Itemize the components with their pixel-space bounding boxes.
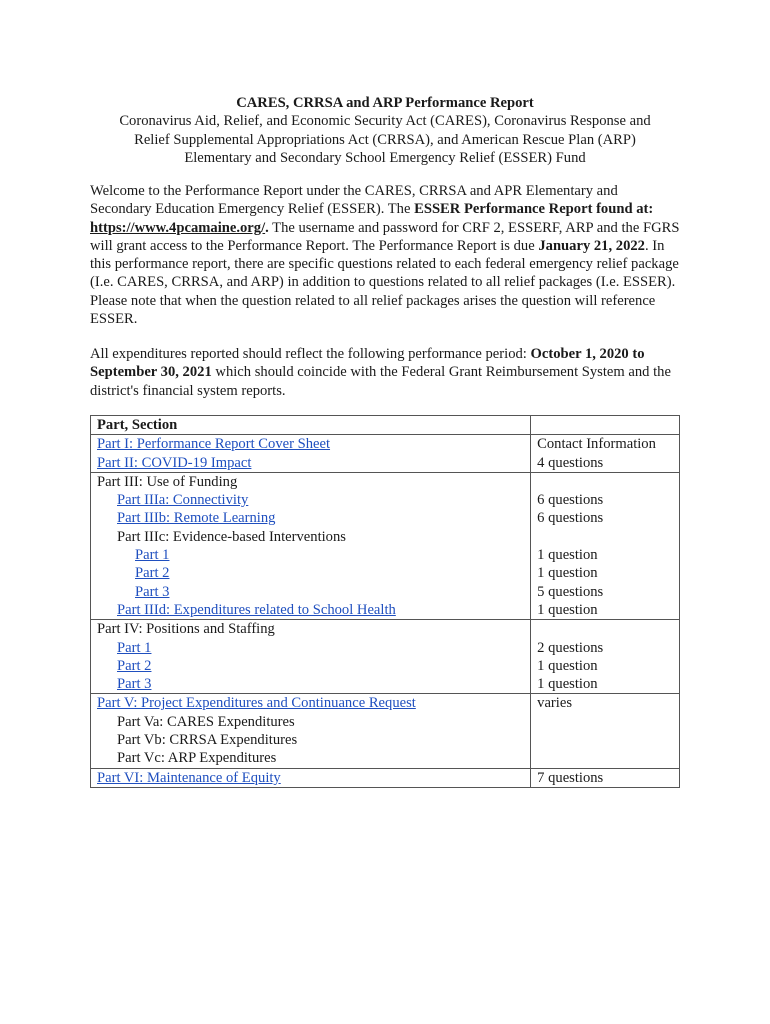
table-row	[91, 694, 680, 768]
details-line: 5 questions	[537, 583, 604, 600]
section-line	[97, 657, 524, 675]
details-line: 1 question	[537, 565, 598, 582]
sections-table	[90, 415, 680, 788]
section-line	[97, 731, 524, 749]
table-header-row	[91, 416, 680, 435]
details-line: 6 questions	[537, 492, 604, 509]
details-line	[537, 749, 673, 767]
intro-text-a: Welcome to the Performance Report under the CARES, CRRSA and APR Elementary and Secondary Education Emergency Relief (ESSER). The	[90, 183, 618, 218]
table-row	[91, 472, 680, 619]
details-line	[537, 713, 673, 731]
section-label: Part Vc: ARP Expenditures	[117, 750, 277, 767]
intro-text-c: . In this performance report, there are specific questions related to each federal emergency relief package (I.e. CARES, CRRSA, and ARP) in addition to questions related to all relief packages (I.e. ESSER). Please note that when the question related to all relief packages arises the question will reference ESSER.	[90, 237, 679, 328]
subtitle-line-2: Relief Supplemental Appropriations Act (CRRSA), and American Rescue Plan (ARP)	[134, 131, 636, 148]
section-line	[97, 694, 524, 712]
period-text-b: which should coincide with the Federal Grant Reimbursement System and the district's financial system reports.	[90, 364, 671, 399]
details-line: 2 questions	[537, 639, 604, 656]
section-link[interactable]: Part II: COVID-19 Impact	[97, 454, 252, 471]
details-line	[537, 731, 673, 749]
header-details	[531, 416, 680, 435]
period-text-a: All expenditures reported should reflect the following performance period:	[90, 346, 531, 362]
section-line	[97, 509, 524, 527]
section-cell	[91, 435, 531, 473]
details-line: 1 question	[537, 547, 598, 564]
section-cell	[91, 694, 531, 768]
section-line	[97, 749, 524, 767]
details-line: 1 question	[537, 657, 598, 674]
details-line: varies	[537, 695, 573, 712]
intro-bold-after-link: .	[265, 219, 269, 236]
section-link[interactable]: Part IIIa: Connectivity	[117, 492, 249, 509]
section-line	[97, 713, 524, 731]
section-cell	[91, 768, 531, 787]
section-cell	[91, 472, 531, 619]
section-link[interactable]: Part 2	[135, 565, 170, 582]
section-label: Part Va: CARES Expenditures	[117, 713, 295, 730]
intro-bold-a: ESSER Performance Report found at:	[414, 201, 654, 218]
period-paragraph	[90, 345, 682, 400]
section-label: Part IIIc: Evidence-based Interventions	[117, 528, 346, 545]
details-line	[537, 620, 673, 638]
section-line	[97, 473, 524, 491]
section-link[interactable]: Part VI: Maintenance of Equity	[97, 769, 281, 786]
section-label: Part III: Use of Funding	[97, 473, 238, 490]
section-line	[97, 454, 524, 472]
section-label: Part Vb: CRRSA Expenditures	[117, 732, 298, 749]
table-row	[91, 435, 680, 473]
section-link[interactable]: Part 1	[135, 547, 170, 564]
section-line	[97, 583, 524, 601]
details-line	[537, 473, 673, 491]
section-line	[97, 639, 524, 657]
section-link[interactable]: Part IIId: Expenditures related to School Health	[117, 601, 396, 618]
section-link[interactable]: Part 2	[117, 657, 152, 674]
section-cell	[91, 620, 531, 694]
section-line	[97, 435, 524, 453]
subtitle-line-3: Elementary and Secondary School Emergency Relief (ESSER) Fund	[184, 149, 586, 166]
section-line	[97, 491, 524, 509]
section-link[interactable]: Part 1	[117, 639, 152, 656]
section-line	[97, 564, 524, 582]
intro-text-b: The username and password for CRF 2, ESSERF, ARP and the FGRS will grant access to the Performance Report. The Performance Report is due	[90, 219, 680, 254]
details-cell	[531, 620, 680, 694]
details-line: 7 questions	[537, 769, 604, 786]
esser-report-link[interactable]: https://www.4pcamaine.org/	[90, 219, 266, 236]
section-line	[97, 528, 524, 546]
section-line	[97, 675, 524, 693]
section-line	[97, 546, 524, 564]
section-link[interactable]: Part IIIb: Remote Learning	[117, 510, 276, 527]
details-line: 1 question	[537, 676, 598, 693]
details-line: 6 questions	[537, 510, 604, 527]
section-line	[97, 601, 524, 619]
section-link[interactable]: Part I: Performance Report Cover Sheet	[97, 436, 331, 453]
section-link[interactable]: Part V: Project Expenditures and Continuance Request	[97, 695, 416, 712]
section-line	[97, 769, 524, 787]
section-line	[97, 620, 524, 638]
details-line: Contact Information	[537, 436, 656, 453]
report-title: CARES, CRRSA and ARP Performance Report	[236, 95, 534, 111]
details-line: 1 question	[537, 601, 598, 618]
section-label: Part IV: Positions and Staffing	[97, 621, 275, 638]
details-cell	[531, 435, 680, 473]
intro-paragraph	[90, 182, 682, 328]
section-link[interactable]: Part 3	[135, 583, 170, 600]
section-link[interactable]: Part 3	[117, 676, 152, 693]
details-cell	[531, 768, 680, 787]
subtitle-line-1: Coronavirus Aid, Relief, and Economic Security Act (CARES), Coronavirus Response and	[119, 113, 651, 130]
table-row	[91, 768, 680, 787]
title-block	[90, 94, 680, 167]
header-part-section: Part, Section	[91, 416, 531, 435]
details-cell	[531, 694, 680, 768]
performance-period: October 1, 2020 to September 30, 2021	[90, 346, 645, 381]
details-line	[537, 528, 673, 546]
due-date: January 21, 2022	[538, 237, 645, 254]
details-cell	[531, 472, 680, 619]
details-line: 4 questions	[537, 454, 604, 471]
table-row	[91, 620, 680, 694]
